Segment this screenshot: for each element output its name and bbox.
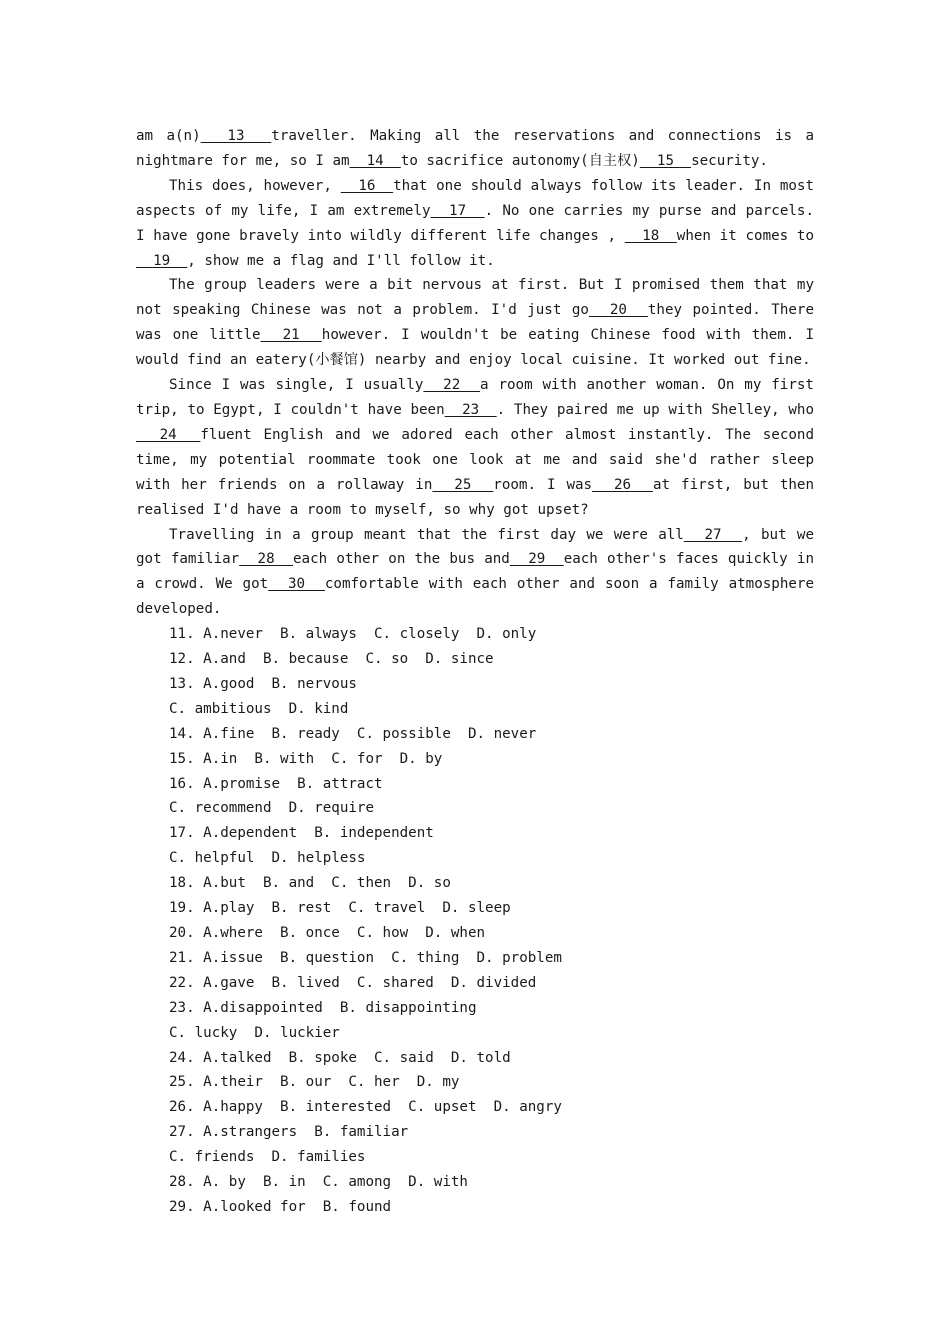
question-options-line: 13. A.good B. nervous xyxy=(169,675,357,692)
answer-blank: 25 xyxy=(432,476,494,493)
answer-blank: 28 xyxy=(239,551,294,568)
question-options-line: 28. A. by B. in C. among D. with xyxy=(169,1174,468,1191)
passage-text: a room with another woman. On my first trip, to Egypt, I couldn't have been xyxy=(136,377,814,418)
passage-text: Travelling in a group meant that the first day we were all xyxy=(169,526,684,543)
passage-paragraph xyxy=(136,124,814,174)
question-options-line: 29. A.looked for B. found xyxy=(169,1198,392,1215)
answer-blank: 19 xyxy=(136,252,188,269)
answer-blank: 20 xyxy=(588,302,648,319)
answer-blank: 17 xyxy=(430,202,485,219)
answer-blank: 23 xyxy=(444,401,497,418)
passage-text: . No one carries my purse and parcels. I have gone bravely into wildly different life changes , xyxy=(136,202,814,244)
answer-blank: 24 xyxy=(136,426,201,443)
passage-paragraph xyxy=(136,273,814,373)
passage-text: This does, however, xyxy=(169,177,341,194)
answer-blank: 29 xyxy=(509,551,564,568)
document-page xyxy=(136,124,814,1220)
question-options-line: C. helpful D. helpless xyxy=(169,850,366,867)
passage-text: each other's faces quickly in a crowd. We got xyxy=(136,551,815,593)
question-options-line: 27. A.strangers B. familiar xyxy=(169,1124,409,1141)
question-options-line: 18. A.but B. and C. then D. so xyxy=(169,875,451,892)
question-options-line: C. friends D. families xyxy=(169,1149,366,1166)
passage-text: The group leaders were a bit nervous at first. But I promised them that my not speaking Chinese was not a problem. I'd just go xyxy=(136,277,814,319)
question-options-line: 21. A.issue B. question C. thing D. problem xyxy=(169,949,562,966)
question-options-line: C. ambitious D. kind xyxy=(169,700,349,717)
passage-text: to sacrifice autonomy(自主权) xyxy=(400,152,640,169)
question-options-line: 26. A.happy B. interested C. upset D. angry xyxy=(169,1099,562,1116)
answer-blank: 13 xyxy=(200,128,272,144)
question-options-line: C. lucky D. luckier xyxy=(169,1024,340,1041)
passage-text: each other on the bus and xyxy=(293,551,510,568)
cloze-passage xyxy=(136,124,814,622)
passage-paragraph xyxy=(136,174,814,274)
passage-text: fluent English and we adored each other almost instantly. The second time, my potential roommate took one look at me and said she'd rather sleep with her friends on a rollaway in xyxy=(136,426,814,493)
passage-text: security. xyxy=(691,152,768,169)
passage-text: however. I wouldn't be eating Chinese food with them. I would find an eatery(小餐馆) nearby and enjoy local cuisine. It worked out fine. xyxy=(136,327,815,369)
answer-blank: 16 xyxy=(340,177,394,194)
passage-text: when it comes to xyxy=(676,227,815,244)
passage-text: Since I was single, I usually xyxy=(169,377,424,394)
answer-blank: 22 xyxy=(423,377,481,394)
passage-text: that one should always follow its leader. In most aspects of my life, I am extremely xyxy=(136,177,815,219)
answer-blank: 21 xyxy=(260,327,322,344)
question-options-line: 23. A.disappointed B. disappointing xyxy=(169,999,477,1016)
passage-text: , but we got familiar xyxy=(136,526,815,568)
answer-blank: 14 xyxy=(349,152,401,169)
passage-text: , show me a flag and I'll follow it. xyxy=(187,252,495,269)
question-options-line: 24. A.talked B. spoke C. said D. told xyxy=(169,1049,511,1066)
question-options-line: 12. A.and B. because C. so D. since xyxy=(169,651,494,668)
answer-blank: 30 xyxy=(268,576,325,593)
answer-blank: 27 xyxy=(683,526,743,543)
passage-text: traveller. Making all the reservations and connections is a nightmare for me, so I am xyxy=(136,128,814,169)
answer-blank: 26 xyxy=(592,476,654,493)
passage-paragraph xyxy=(136,523,814,623)
passage-text: they pointed. There was one little xyxy=(136,302,814,344)
question-options-line: C. recommend D. require xyxy=(169,800,374,817)
question-options-line: 14. A.fine B. ready C. possible D. never xyxy=(169,725,537,742)
passage-text: . They paired me up with Shelley, who xyxy=(496,401,815,418)
question-options-line: 19. A.play B. rest C. travel D. sleep xyxy=(169,900,511,917)
passage-text: room. I was xyxy=(493,476,593,493)
passage-text: comfortable with each other and soon a family atmosphere developed. xyxy=(136,576,815,618)
question-options-line: 15. A.in B. with C. for D. by xyxy=(169,750,443,767)
question-options-line: 16. A.promise B. attract xyxy=(169,775,383,792)
question-options-line: 25. A.their B. our C. her D. my xyxy=(169,1074,460,1091)
question-options-line: 22. A.gave B. lived C. shared D. divided xyxy=(169,974,537,991)
passage-paragraph xyxy=(136,373,814,522)
question-options-line: 20. A.where B. once C. how D. when xyxy=(169,925,486,941)
answer-blank: 15 xyxy=(639,152,692,169)
question-options-line: 17. A.dependent B. independent xyxy=(169,825,434,842)
answer-options-list xyxy=(136,622,814,1220)
passage-text: at first, but then realised I'd have a room to myself, so why got upset? xyxy=(136,476,815,518)
answer-blank: 18 xyxy=(624,227,677,244)
passage-text: am a(n) xyxy=(136,128,201,144)
question-options-line: 11. A.never B. always C. closely D. only xyxy=(169,626,537,643)
